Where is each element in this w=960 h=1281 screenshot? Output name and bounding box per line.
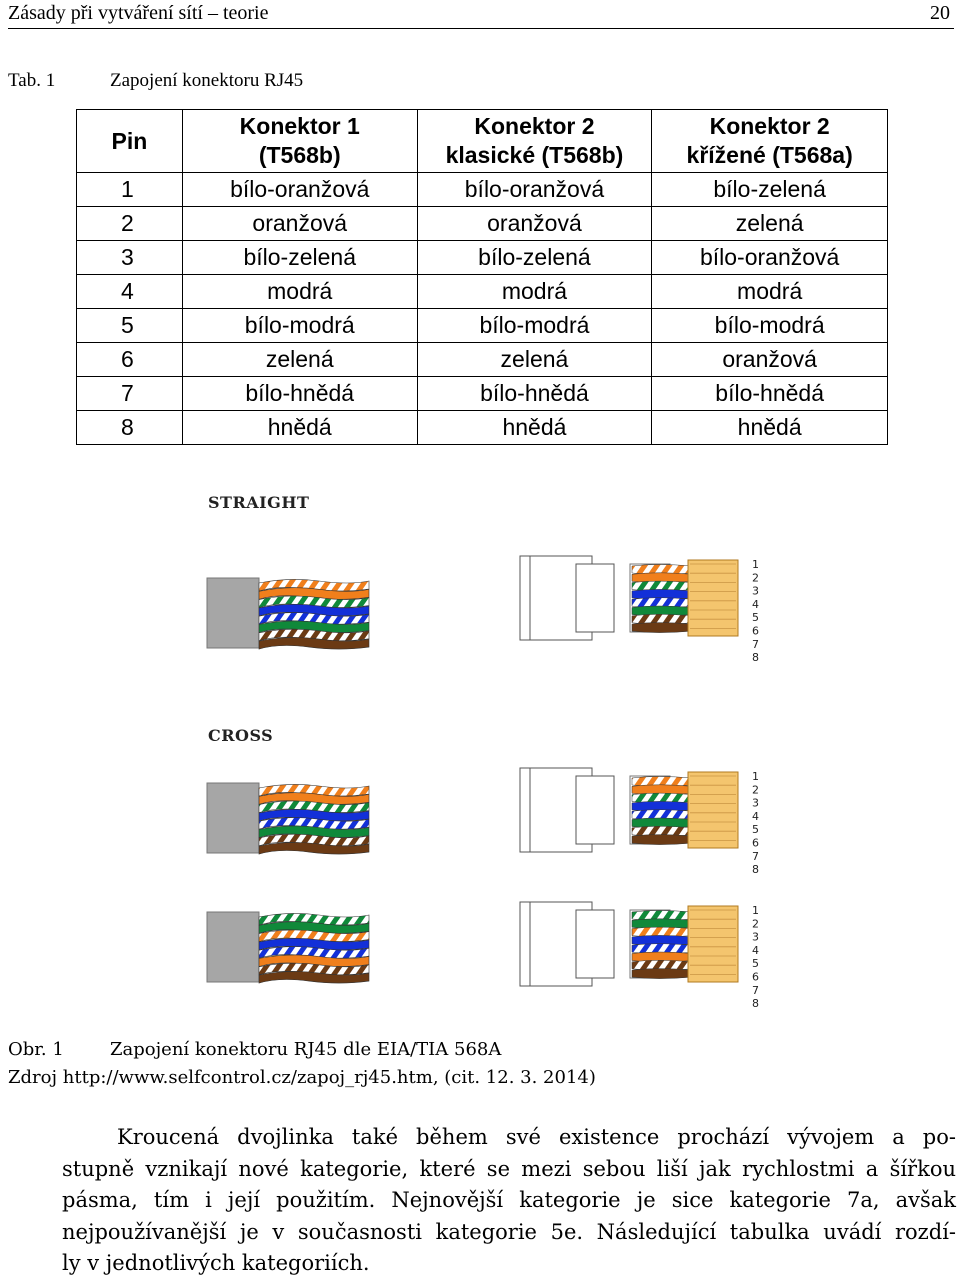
paragraph-line: nejpoužívanější je v současnosti kategorie 5e. Následující tabulka uvádí rozdí- xyxy=(62,1219,956,1244)
cross-bottom-right-pin-number: 6 xyxy=(752,970,759,984)
straight-right-pin-number: 5 xyxy=(752,611,759,625)
cross-bottom-right-pin-number: 8 xyxy=(752,997,759,1011)
straight-right-pin-number: 8 xyxy=(752,651,759,665)
table-cell: bílo-modrá xyxy=(417,309,652,343)
pin-cell: 7 xyxy=(77,377,183,411)
table-cell: hnědá xyxy=(652,411,888,445)
header-connector-1: Konektor 1 (T568b) xyxy=(182,110,417,173)
straight-right-pin-number: 2 xyxy=(752,571,759,585)
cross-bottom-right-pin-block xyxy=(688,906,738,982)
table-row xyxy=(77,275,888,309)
table-cell: bílo-oranžová xyxy=(652,241,888,275)
cross-top-right-pin-number: 3 xyxy=(752,796,759,810)
table-row xyxy=(77,241,888,275)
cross-label: CROSS xyxy=(208,726,274,745)
pin-cell: 2 xyxy=(77,207,183,241)
cross-bottom-right-pin-number: 5 xyxy=(752,957,759,971)
straight-right-pin-number: 7 xyxy=(752,637,759,651)
document-title: Zásady při vytváření sítí – teorie xyxy=(8,2,269,24)
body-paragraph xyxy=(62,1122,956,1280)
table-cell: bílo-zelená xyxy=(182,241,417,275)
figure-source xyxy=(8,1066,908,1092)
figure-source-text: Zdroj http://www.selfcontrol.cz/zapoj_rj45.htm, (cit. 12. 3. 2014) xyxy=(8,1067,596,1088)
table-header-row xyxy=(77,110,888,173)
table-cell: zelená xyxy=(652,207,888,241)
straight-right-pin-number: 6 xyxy=(752,624,759,638)
table-cell: hnědá xyxy=(417,411,652,445)
straight-right-pin-block xyxy=(688,560,738,636)
table-caption-text: Zapojení konektoru RJ45 xyxy=(110,70,304,91)
table-row xyxy=(77,207,888,241)
table-caption xyxy=(8,69,708,95)
cross-top-right-pin-number: 8 xyxy=(752,863,759,877)
page-header xyxy=(8,0,954,29)
pin-cell: 5 xyxy=(77,309,183,343)
cross-top-right-cable-clip xyxy=(576,776,614,844)
pin-cell: 6 xyxy=(77,343,183,377)
table-caption-label: Tab. 1 xyxy=(8,70,56,91)
paragraph-line: stupně vznikají nové kategorie, které se mezi sebou liší jak rychlostmi a šířkou xyxy=(62,1156,956,1181)
cross-top-right-pin-number: 1 xyxy=(752,770,759,783)
table-row xyxy=(77,309,888,343)
straight-label: STRAIGHT xyxy=(208,493,310,512)
cross-top-right-pin-number: 7 xyxy=(752,849,759,863)
table-cell: bílo-zelená xyxy=(652,173,888,207)
straight-right-pin-number: 3 xyxy=(752,584,759,598)
cross-bottom-right-pin-number: 3 xyxy=(752,930,759,944)
cross-bottom-right-pin-number: 2 xyxy=(752,917,759,931)
cross-bottom-right-wire xyxy=(632,969,692,979)
cross-top-right-pin-number: 5 xyxy=(752,823,759,837)
rj45-wiring-table xyxy=(76,109,888,445)
pin-cell: 8 xyxy=(77,411,183,445)
table-cell: zelená xyxy=(417,343,652,377)
figure-caption-text: Zapojení konektoru RJ45 dle EIA/TIA 568A xyxy=(110,1039,502,1060)
cross-bottom-right-pin-number: 1 xyxy=(752,904,759,917)
page-number: 20 xyxy=(930,2,950,24)
header-connector-2-straight: Konektor 2 klasické (T568b) xyxy=(417,110,652,173)
pin-cell: 4 xyxy=(77,275,183,309)
table-row xyxy=(77,343,888,377)
cross-top-left-jacket xyxy=(207,783,259,853)
straight-right-wire xyxy=(632,623,692,633)
straight-left-jacket xyxy=(207,578,259,648)
paragraph-line: Kroucená dvojlinka také během své existence prochází vývojem a po- xyxy=(117,1125,956,1149)
cross-bottom-right-cable-clip xyxy=(576,910,614,978)
straight-right-pin-number: 1 xyxy=(752,558,759,571)
table-row xyxy=(77,173,888,207)
table-cell: modrá xyxy=(182,275,417,309)
table-cell: zelená xyxy=(182,343,417,377)
table-cell: oranžová xyxy=(182,207,417,241)
table-cell: bílo-oranžová xyxy=(182,173,417,207)
table-cell: bílo-modrá xyxy=(652,309,888,343)
table-cell: bílo-zelená xyxy=(417,241,652,275)
cross-bottom-left-jacket xyxy=(207,912,259,982)
pin-cell: 1 xyxy=(77,173,183,207)
figure-caption xyxy=(8,1038,708,1064)
table-cell: bílo-hnědá xyxy=(417,377,652,411)
straight-right-pin-number: 4 xyxy=(752,597,759,611)
table-cell: modrá xyxy=(652,275,888,309)
straight-right-cable-clip xyxy=(576,564,614,632)
table-cell: bílo-oranžová xyxy=(417,173,652,207)
table-row xyxy=(77,377,888,411)
table-cell: bílo-hnědá xyxy=(182,377,417,411)
cross-top-right-pin-number: 2 xyxy=(752,783,759,797)
paragraph-line: pásma, tím i její použitím. Nejnovější kategorie je sice kategorie 7a, avšak xyxy=(62,1188,956,1212)
table-cell: oranžová xyxy=(417,207,652,241)
table-cell: bílo-modrá xyxy=(182,309,417,343)
rj45-wiring-diagram xyxy=(0,540,960,1015)
table-cell: oranžová xyxy=(652,343,888,377)
table-cell: bílo-hnědá xyxy=(652,377,888,411)
table-cell: hnědá xyxy=(182,411,417,445)
header-connector-2-cross: Konektor 2 křížené (T568a) xyxy=(652,110,888,173)
header-pin: Pin xyxy=(77,110,183,173)
table-row xyxy=(77,411,888,445)
cross-bottom-right-pin-number: 7 xyxy=(752,983,759,997)
figure-caption-label: Obr. 1 xyxy=(8,1039,64,1060)
cross-top-right-wire xyxy=(632,835,692,845)
cross-bottom-right-pin-number: 4 xyxy=(752,943,759,957)
pin-cell: 3 xyxy=(77,241,183,275)
table-cell: modrá xyxy=(417,275,652,309)
paragraph-line: ly v jednotlivých kategoriích. xyxy=(62,1251,370,1275)
cross-top-right-pin-block xyxy=(688,772,738,848)
cross-top-right-pin-number: 6 xyxy=(752,836,759,850)
cross-top-right-pin-number: 4 xyxy=(752,809,759,823)
